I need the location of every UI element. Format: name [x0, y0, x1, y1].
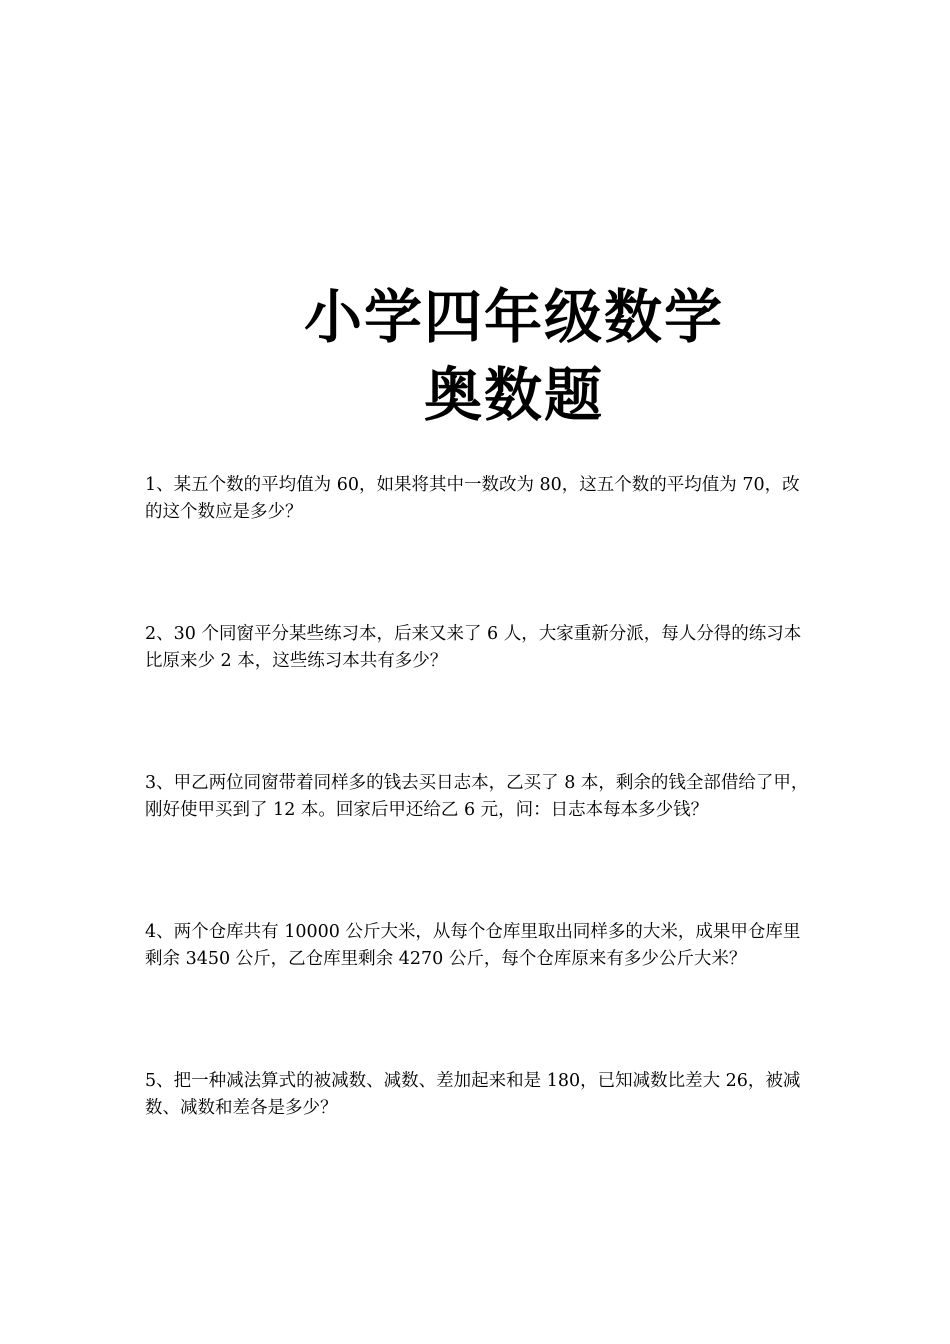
question-4: 4、两个仓库共有 10000 公斤大米，从每个仓库里取出同样多的大米，成果甲仓库里剩余 3450 公斤，乙仓库里剩余 4270 公斤，每个仓库原来有多少公斤大米？ — [145, 922, 801, 969]
question-5: 5、把一种减法算式的被减数、减数、差加起来和是 180，已知减数比差大 26，被减数、减数和差各是多少？ — [145, 1071, 801, 1118]
title-line-1: 小学四年级数学 — [303, 283, 724, 351]
document-title — [0, 278, 950, 434]
question-3: 3、甲乙两位同窗带着同样多的钱去买日志本，乙买了 8 本，剩余的钱全部借给了甲，刚好使甲买到了 12 本。回家后甲还给乙 6 元，问：日志本每本多少钱？ — [145, 773, 809, 820]
title-line-2: 奥数题 — [423, 361, 604, 429]
question-1: 1、某五个数的平均值为 60，如果将其中一数改为 80，这五个数的平均值为 70，改的这个数应是多少？ — [145, 475, 800, 522]
question-2: 2、30 个同窗平分某些练习本，后来又来了 6 人，大家重新分派，每人分得的练习本比原来少 2 本，这些练习本共有多少？ — [145, 624, 802, 671]
